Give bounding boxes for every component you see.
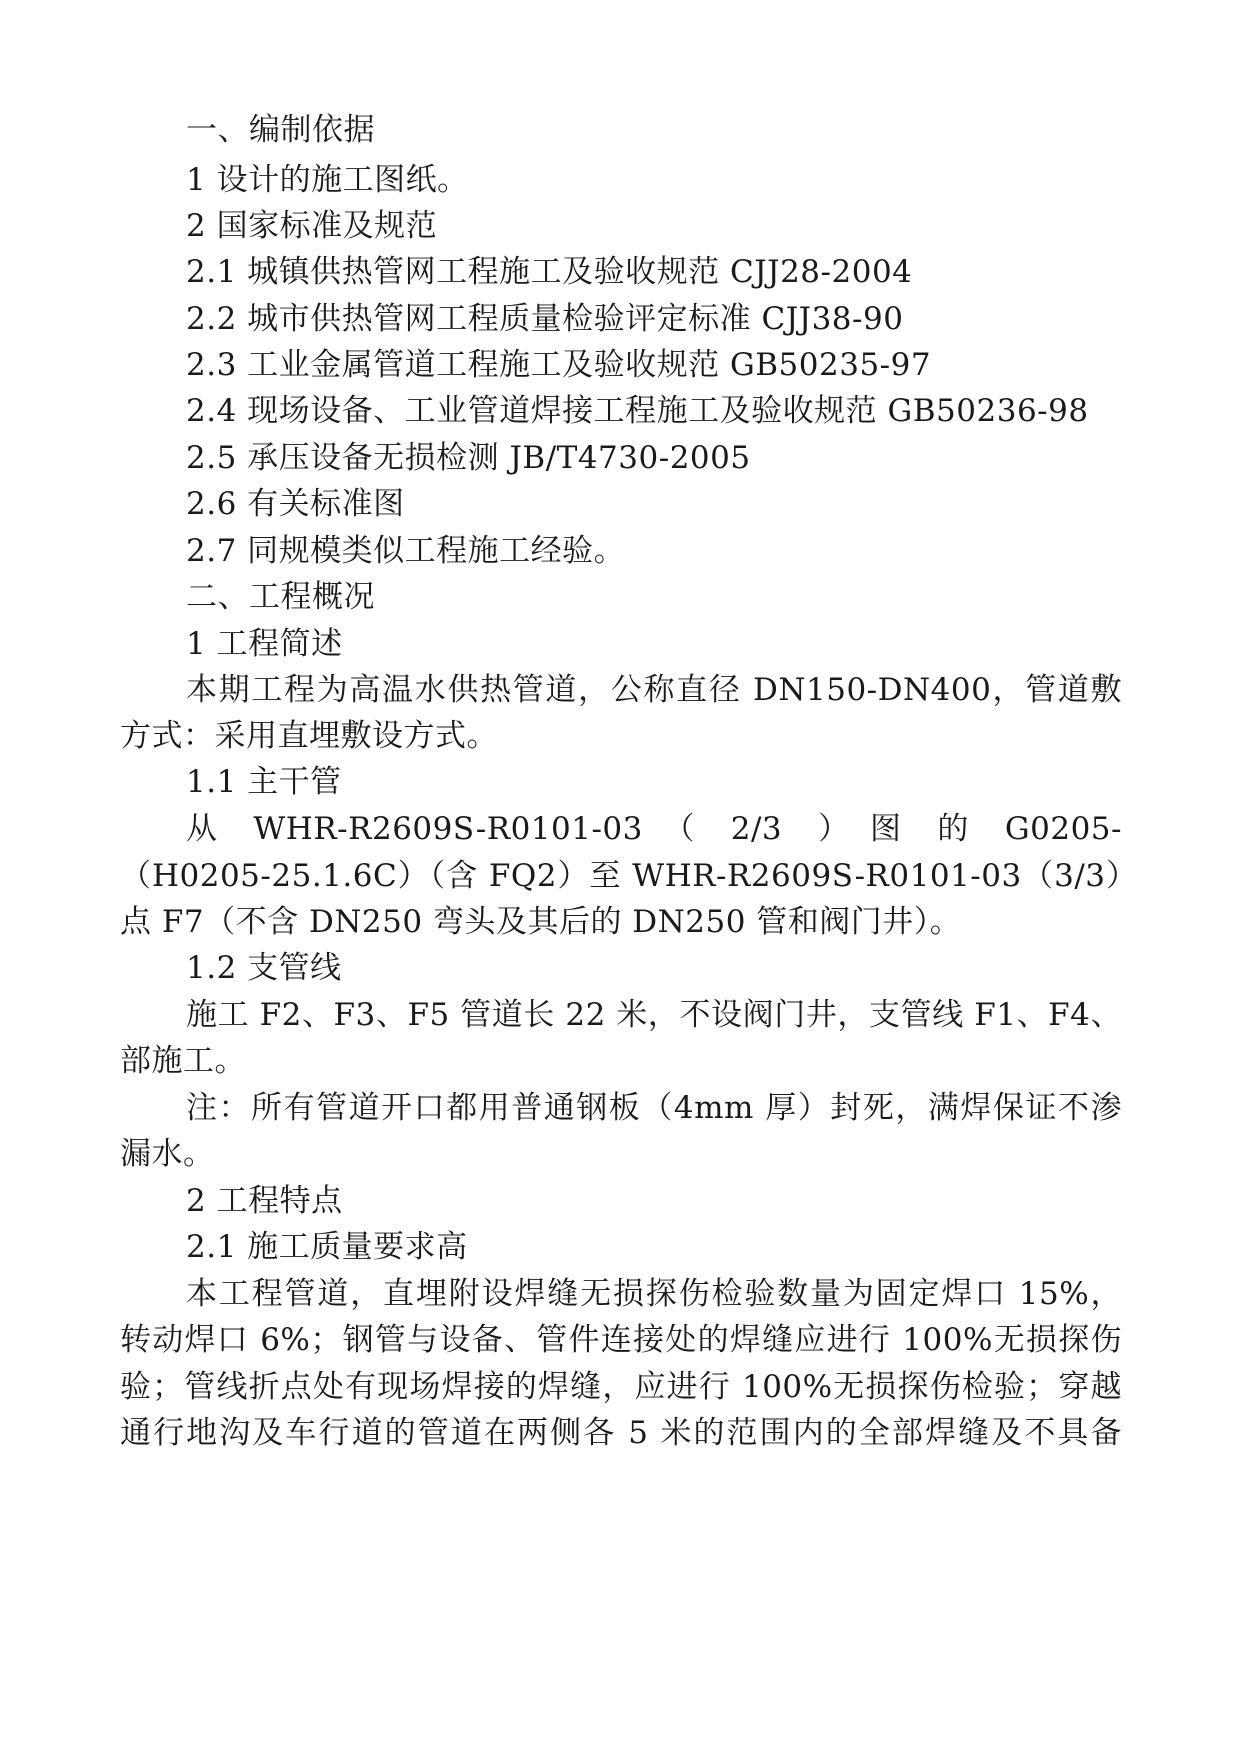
paragraph-main-pipe-line2: （H0205-25.1.6C）（含 FQ2）至 WHR-R2609S-R0101-03（3/3） [120, 858, 1122, 894]
note-line1: 注：所有管道开口都用普通钢板（4mm 厚）封死，满焊保证不渗 [186, 1090, 1122, 1126]
item-standard-2-3: 2.3 工业金属管道工程施工及验收规范 GB50235-97 [186, 347, 932, 383]
paragraph-quality-line1: 本工程管道，直埋附设焊缝无损探伤检验数量为固定焊口 15%， [186, 1276, 1122, 1312]
paragraph-quality-line3: 验；管线折点处有现场焊接的焊缝，应进行 100%无损探伤检验；穿越 [120, 1369, 1122, 1405]
item-standards: 2 国家标准及规范 [186, 208, 438, 244]
subheading-summary: 1 工程简述 [186, 626, 343, 662]
item-standard-2-4: 2.4 现场设备、工业管道焊接工程施工及验收规范 GB50236-98 [186, 393, 1089, 429]
item-standard-2-6: 2.6 有关标准图 [186, 486, 405, 522]
subheading-branch-line: 1.2 支管线 [186, 950, 342, 986]
paragraph-main-pipe-line3: 点 F7（不含 DN250 弯头及其后的 DN250 管和阀门井）。 [120, 904, 962, 940]
paragraph-quality-line2: 转动焊口 6%；钢管与设备、管件连接处的焊缝应进行 100%无损探伤 [120, 1322, 1122, 1358]
subheading-quality: 2.1 施工质量要求高 [186, 1229, 468, 1265]
paragraph-summary-line1: 本期工程为高温水供热管道，公称直径 DN150-DN400，管道敷 [186, 672, 1122, 708]
paragraph-summary-line2: 方式：采用直埋敷设方式。 [120, 718, 498, 754]
item-standard-2-2: 2.2 城市供热管网工程质量检验评定标准 CJJ38-90 [186, 301, 904, 337]
section-heading-overview: 二、工程概况 [186, 579, 375, 615]
item-standard-2-7: 2.7 同规模类似工程施工经验。 [186, 533, 626, 569]
item-drawings: 1 设计的施工图纸。 [186, 162, 469, 198]
item-standard-2-5: 2.5 承压设备无损检测 JB/T4730-2005 [186, 440, 751, 476]
paragraph-quality-line4: 通行地沟及车行道的管道在两侧各 5 米的范围内的全部焊缝及不具备 [120, 1415, 1122, 1451]
paragraph-branch-line1: 施工 F2、F3、F5 管道长 22 米，不设阀门井，支管线 F1、F4、 [186, 997, 1122, 1033]
paragraph-main-pipe-line1: 从 WHR-R2609S-R0101-03 （ 2/3 ） 图 的 G0205- [186, 811, 1122, 847]
note-line2: 漏水。 [120, 1136, 215, 1172]
item-standard-2-1: 2.1 城镇供热管网工程施工及验收规范 CJJ28-2004 [186, 254, 913, 290]
subheading-features: 2 工程特点 [186, 1183, 343, 1219]
paragraph-branch-line2: 部施工。 [120, 1043, 246, 1079]
subheading-main-pipe: 1.1 主干管 [186, 764, 342, 800]
section-heading-basis: 一、编制依据 [186, 112, 375, 148]
